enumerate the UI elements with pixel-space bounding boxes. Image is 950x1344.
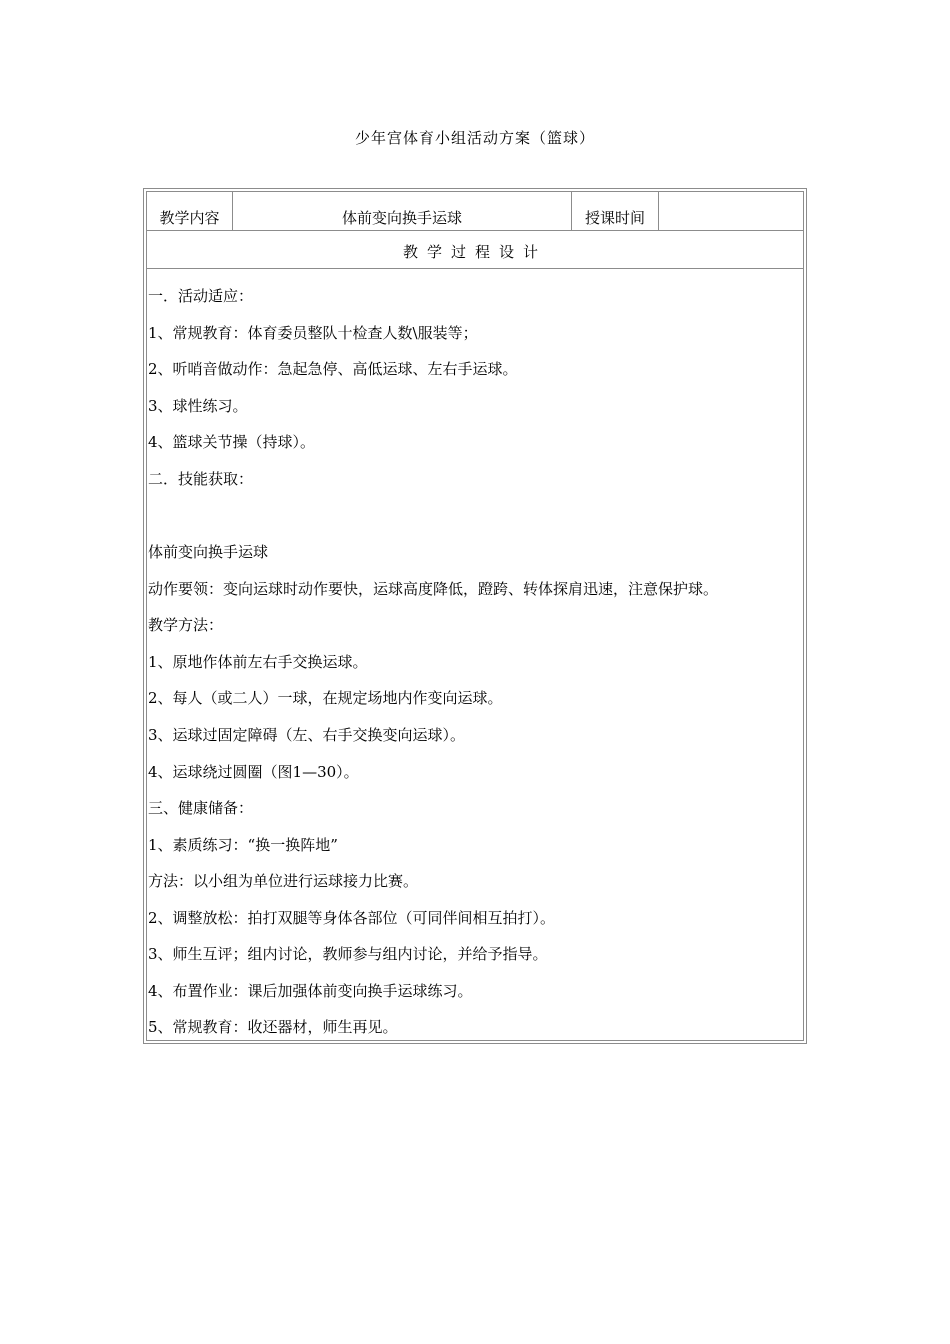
section-title-row: 教学过程设计 xyxy=(147,231,803,269)
body-line-activity-heading: 一．活动适应： xyxy=(148,287,254,305)
body-line: 3、运球过固定障碍（左、右手交换变向运球）。 xyxy=(148,726,466,744)
time-value-cell xyxy=(658,192,803,230)
body-line-skill-name: 体前变向换手运球 xyxy=(148,543,269,561)
body-line: 3、球性练习。 xyxy=(148,397,248,415)
body-line: 2、每人（或二人）一球，在规定场地内作变向运球。 xyxy=(148,689,503,707)
content-label-cell: 教学内容 xyxy=(159,208,220,227)
header-row xyxy=(147,192,803,231)
body-line-health-heading: 三、健康储备： xyxy=(148,799,254,817)
body-line: 1、常规教育：体育委员整队十检查人数\服装等； xyxy=(148,324,478,342)
lesson-plan-table-inner xyxy=(146,191,804,1041)
lesson-body xyxy=(147,270,803,1040)
body-line: 3、师生互评；组内讨论，教师参与组内讨论，并给予指导。 xyxy=(148,945,548,963)
body-line: 方法：以小组为单位进行运球接力比赛。 xyxy=(148,872,419,890)
body-line: 动作要领：变向运球时动作要快，运球高度降低，蹬跨、转体探肩迅速，注意保护球。 xyxy=(148,580,719,598)
body-line: 4、运球绕过圆圈（图1—30）。 xyxy=(148,763,359,781)
body-line: 1、原地作体前左右手交换运球。 xyxy=(148,653,368,671)
body-line-skill-heading: 二．技能获取： xyxy=(148,470,254,488)
lesson-plan-table xyxy=(143,188,807,1044)
body-line: 2、调整放松：拍打双腿等身体各部位（可同伴间相互拍打）。 xyxy=(148,909,556,927)
body-line: 教学方法： xyxy=(148,616,224,634)
body-line: 1、素质练习：“换一换阵地” xyxy=(148,836,338,854)
body-line: 4、篮球关节操（持球）。 xyxy=(148,433,316,451)
body-line: 5、常规教育：收还器材，师生再见。 xyxy=(148,1018,398,1036)
body-line: 4、布置作业：课后加强体前变向换手运球练习。 xyxy=(148,982,473,1000)
body-line: 2、听哨音做动作：急起急停、高低运球、左右手运球。 xyxy=(148,360,518,378)
document-title: 少年宫体育小组活动方案（篮球） xyxy=(354,129,595,147)
content-value-cell: 体前变向换手运球 xyxy=(232,192,571,230)
time-label-cell: 授课时间 xyxy=(571,192,658,230)
